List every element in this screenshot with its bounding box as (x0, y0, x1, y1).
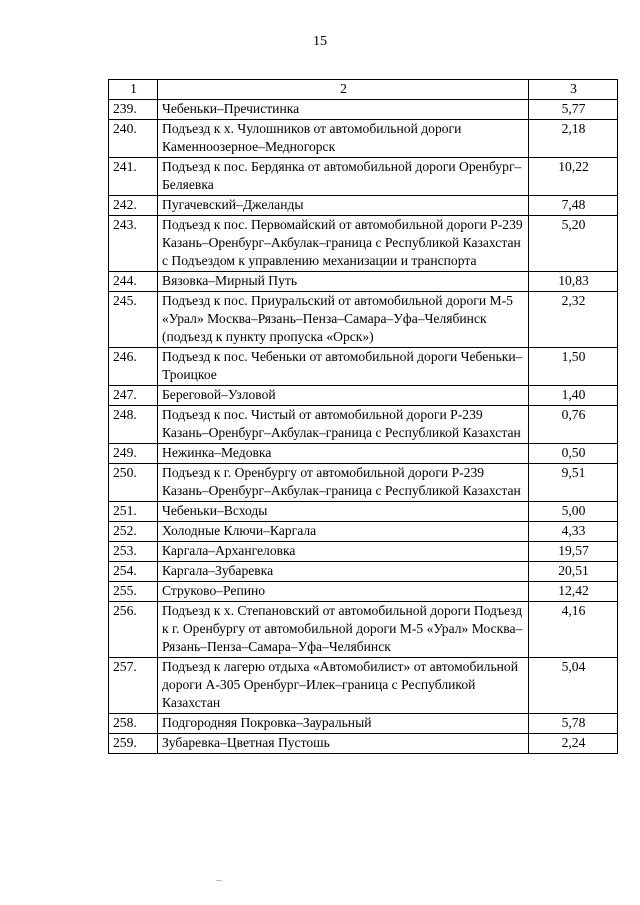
road-length: 5,04 (529, 658, 618, 714)
road-length: 20,51 (529, 562, 618, 582)
table-header-row (109, 80, 618, 100)
road-name: Каргала–Зубаревка (158, 562, 529, 582)
row-number: 258. (109, 714, 158, 734)
table-row (109, 120, 618, 158)
row-number: 242. (109, 196, 158, 216)
row-number: 239. (109, 100, 158, 120)
row-number: 240. (109, 120, 158, 158)
road-length: 10,22 (529, 158, 618, 196)
table-row (109, 158, 618, 196)
column-header-1: 1 (109, 80, 158, 100)
road-length: 7,48 (529, 196, 618, 216)
road-length: 5,20 (529, 216, 618, 272)
row-number: 256. (109, 602, 158, 658)
road-name: Чебеньки–Всходы (158, 502, 529, 522)
row-number: 257. (109, 658, 158, 714)
road-name: Береговой–Узловой (158, 386, 529, 406)
road-length: 5,78 (529, 714, 618, 734)
road-length: 2,18 (529, 120, 618, 158)
road-name: Подъезд к пос. Чистый от автомобильной дороги Р-239 Казань–Оренбург–Акбулак–граница с Республикой Казахстан (158, 406, 529, 444)
table-row (109, 406, 618, 444)
row-number: 247. (109, 386, 158, 406)
table-row (109, 542, 618, 562)
road-name: Пугачевский–Джеланды (158, 196, 529, 216)
table-row (109, 734, 618, 754)
row-number: 252. (109, 522, 158, 542)
road-length: 2,24 (529, 734, 618, 754)
table-row (109, 216, 618, 272)
row-number: 250. (109, 464, 158, 502)
row-number: 249. (109, 444, 158, 464)
road-name: Зубаревка–Цветная Пустошь (158, 734, 529, 754)
road-length: 4,16 (529, 602, 618, 658)
road-name: Подъезд к пос. Бердянка от автомобильной дороги Оренбург–Беляевка (158, 158, 529, 196)
roads-table (108, 79, 618, 754)
road-name: Подъезд к лагерю отдыха «Автомобилист» от автомобильной дороги А-305 Оренбург–Илек–граница с Республикой Казахстан (158, 658, 529, 714)
road-length: 10,83 (529, 272, 618, 292)
table-row (109, 196, 618, 216)
table-row (109, 562, 618, 582)
road-length: 5,00 (529, 502, 618, 522)
road-name: Подгородняя Покровка–Зауральный (158, 714, 529, 734)
road-name: Подъезд к пос. Приуральский от автомобильной дороги М-5 «Урал» Москва–Рязань–Пенза–Самара–Уфа–Челябинск (подъезд к пункту пропуска «Орск») (158, 292, 529, 348)
road-name: Каргала–Архангеловка (158, 542, 529, 562)
table-row (109, 522, 618, 542)
table-row (109, 292, 618, 348)
table-row (109, 658, 618, 714)
table-row (109, 714, 618, 734)
row-number: 245. (109, 292, 158, 348)
road-length: 1,40 (529, 386, 618, 406)
road-name: Струково–Репино (158, 582, 529, 602)
road-name: Подъезд к пос. Чебеньки от автомобильной дороги Чебеньки–Троицкое (158, 348, 529, 386)
road-name: Холодные Ключи–Каргала (158, 522, 529, 542)
road-name: Вязовка–Мирный Путь (158, 272, 529, 292)
row-number: 241. (109, 158, 158, 196)
row-number: 243. (109, 216, 158, 272)
row-number: 248. (109, 406, 158, 444)
road-name: Подъезд к х. Чулошников от автомобильной дороги Каменноозерное–Медногорск (158, 120, 529, 158)
road-length: 1,50 (529, 348, 618, 386)
table-row (109, 464, 618, 502)
table-row (109, 502, 618, 522)
row-number: 246. (109, 348, 158, 386)
road-name: Подъезд к х. Степановский от автомобильной дороги Подъезд к г. Оренбургу от автомобильной дороги М-5 «Урал» Москва–Рязань–Пенза–Самара–Уфа–Челябинск (158, 602, 529, 658)
table-row (109, 602, 618, 658)
row-number: 253. (109, 542, 158, 562)
table-row (109, 348, 618, 386)
road-length: 19,57 (529, 542, 618, 562)
table-row (109, 100, 618, 120)
table-row (109, 444, 618, 464)
column-header-2: 2 (158, 80, 529, 100)
road-name: Подъезд к пос. Первомайский от автомобильной дороги Р-239 Казань–Оренбург–Акбулак–граница с Республикой Казахстан с Подъездом к управлению механизации и транспорта (158, 216, 529, 272)
table-row (109, 386, 618, 406)
road-length: 4,33 (529, 522, 618, 542)
road-length: 9,51 (529, 464, 618, 502)
row-number: 255. (109, 582, 158, 602)
scan-mark (216, 880, 222, 881)
column-header-3: 3 (529, 80, 618, 100)
road-length: 0,76 (529, 406, 618, 444)
road-length: 0,50 (529, 444, 618, 464)
road-name: Подъезд к г. Оренбургу от автомобильной дороги Р-239 Казань–Оренбург–Акбулак–граница с Республикой Казахстан (158, 464, 529, 502)
table-row (109, 272, 618, 292)
table-row (109, 582, 618, 602)
row-number: 251. (109, 502, 158, 522)
road-name: Нежинка–Медовка (158, 444, 529, 464)
road-name: Чебеньки–Пречистинка (158, 100, 529, 120)
row-number: 244. (109, 272, 158, 292)
page-number: 15 (313, 34, 327, 49)
road-length: 5,77 (529, 100, 618, 120)
road-length: 12,42 (529, 582, 618, 602)
row-number: 254. (109, 562, 158, 582)
road-length: 2,32 (529, 292, 618, 348)
row-number: 259. (109, 734, 158, 754)
